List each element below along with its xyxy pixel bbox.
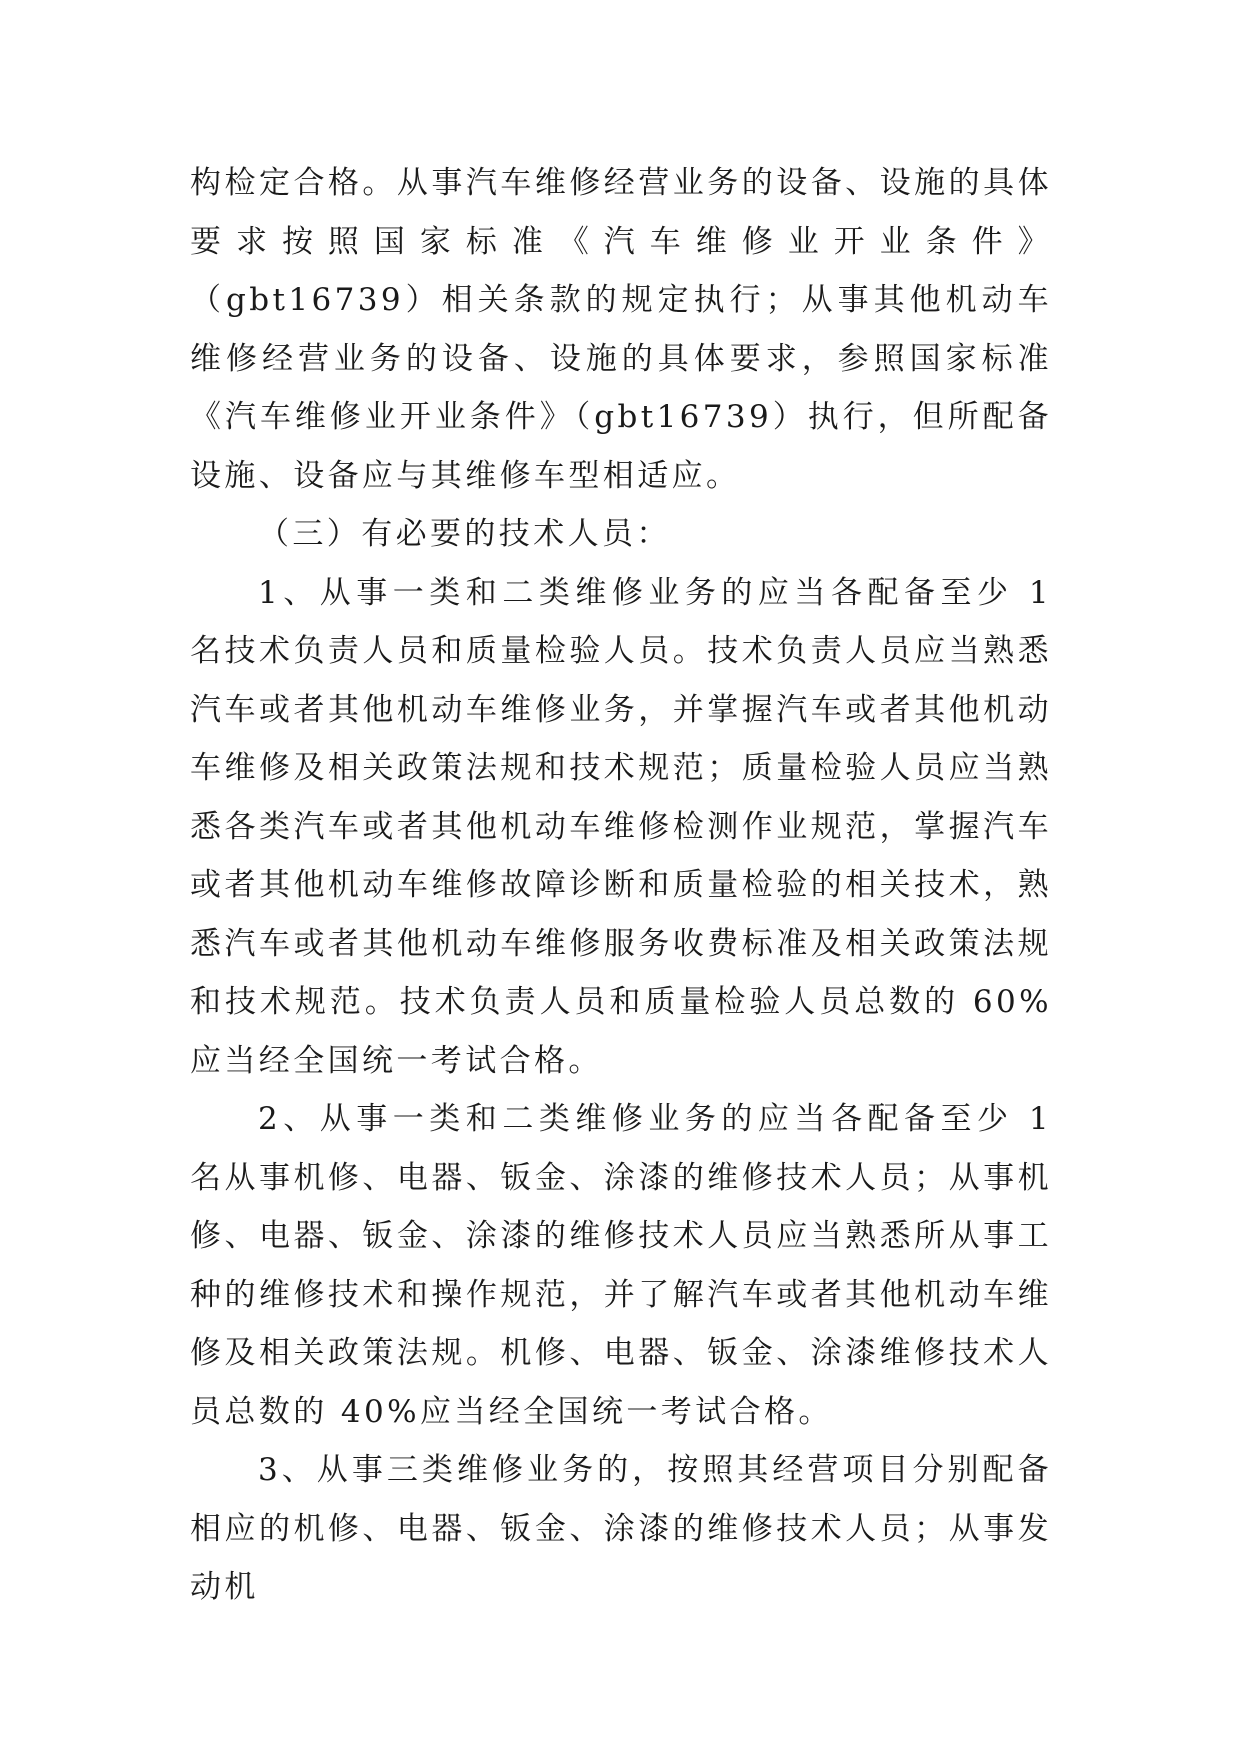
paragraph-equipment-continued: 构检定合格。从事汽车维修经营业务的设备、设施的具体要求按照国家标准《汽车维修业开业条件》（gbt16739）相关条款的规定执行；从事其他机动车维修经营业务的设备、设施的具体要求，参照国家标准《汽车维修业开业条件》（gbt16739）执行，但所配备设施、设备应与其维修车型相适应。 xyxy=(190,165,1052,494)
section-three-heading: （三）有必要的技术人员： xyxy=(258,516,671,552)
paragraph-item-2: 2、从事一类和二类维修业务的应当各配备至少 1 名从事机修、电器、钣金、涂漆的维修技术人员；从事机修、电器、钣金、涂漆的维修技术人员应当熟悉所从事工种的维修技术和操作规范，并了解汽车或者其他机动车维修及相关政策法规。机修、电器、钣金、涂漆维修技术人员总数的 40%应当经全国统一考试合格。 xyxy=(190,1101,1052,1430)
document-body xyxy=(190,154,1052,1617)
paragraph-item-3: 3、从事三类维修业务的，按照其经营项目分别配备相应的机修、电器、钣金、涂漆的维修技术人员；从事发动机 xyxy=(190,1452,1052,1605)
paragraph-item-1: 1、从事一类和二类维修业务的应当各配备至少 1 名技术负责人员和质量检验人员。技术负责人员应当熟悉汽车或者其他机动车维修业务，并掌握汽车或者其他机动车维修及相关政策法规和技术规范；质量检验人员应当熟悉各类汽车或者其他机动车维修检测作业规范，掌握汽车或者其他机动车维修故障诊断和质量检验的相关技术，熟悉汽车或者其他机动车维修服务收费标准及相关政策法规和技术规范。技术负责人员和质量检验人员总数的 60%应当经全国统一考试合格。 xyxy=(190,574,1052,1079)
